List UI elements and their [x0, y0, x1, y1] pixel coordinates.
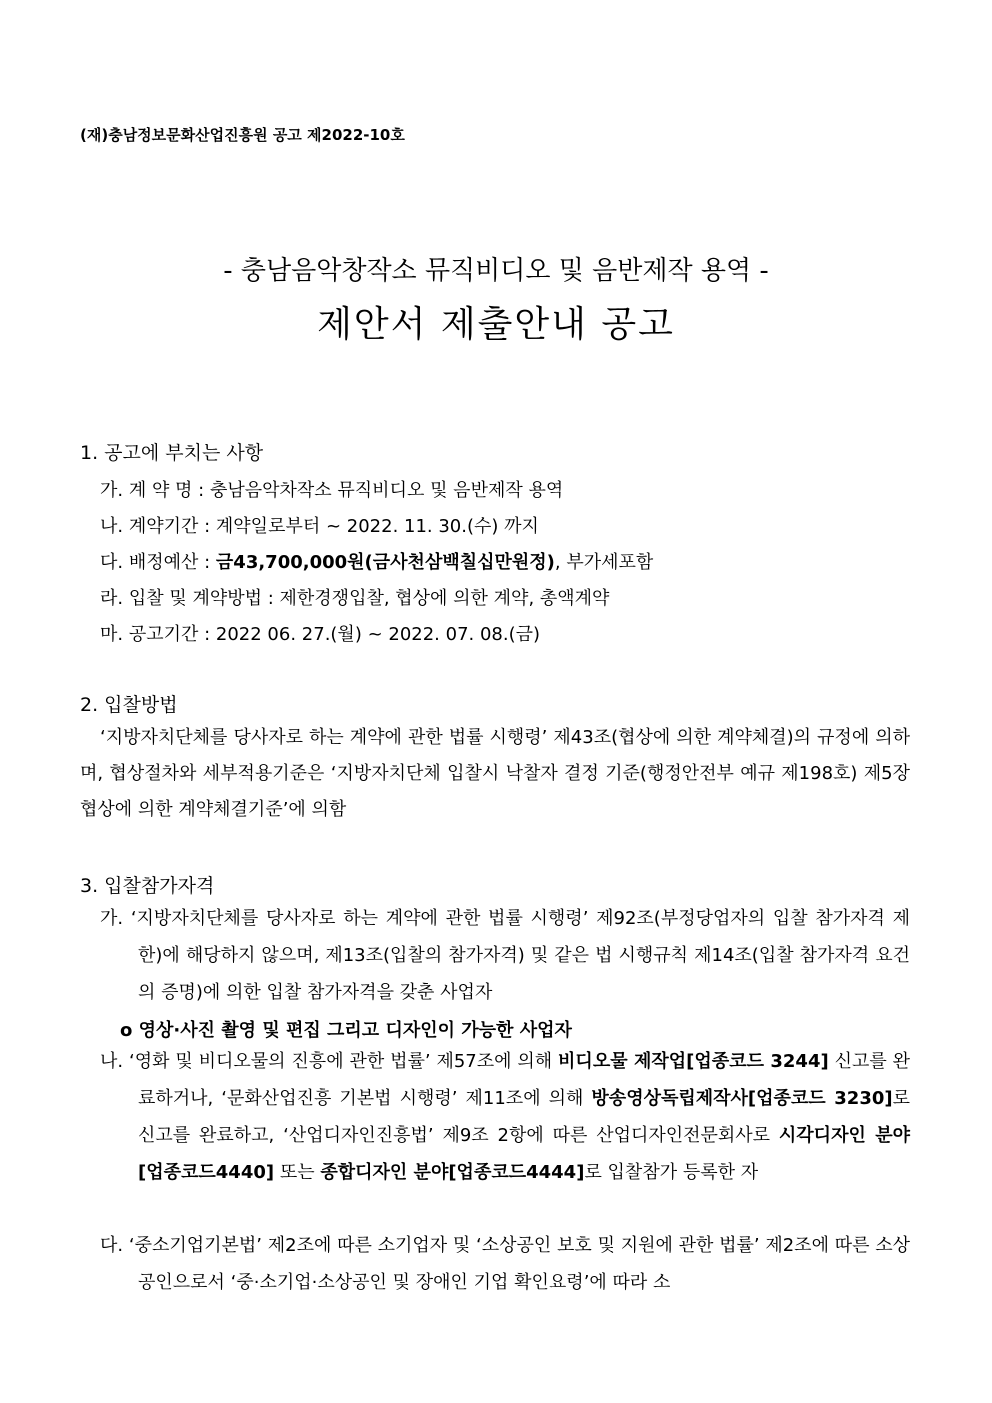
document-subtitle: - 충남음악창작소 뮤직비디오 및 음반제작 용역 -	[223, 256, 769, 286]
section1-item-ma	[100, 620, 540, 646]
section2-heading: 2. 입찰방법	[80, 694, 178, 716]
item-text: 계약일로부터 ~ 2022. 11. 30.(수) 까지	[215, 516, 539, 537]
item-label: 가. 계 약 명	[100, 480, 193, 501]
bold-run: 종합디자인 분야[업종코드4444]	[320, 1162, 585, 1183]
section1-item-da	[100, 548, 653, 574]
item-label: 다. 배정예산	[100, 552, 199, 573]
section3-heading: 3. 입찰참가자격	[80, 875, 215, 897]
item-sep: :	[192, 480, 210, 501]
section3-bullet: o 영상·사진 촬영 및 편집 그리고 디자인이 가능한 사업자	[120, 1020, 572, 1041]
budget-amount: 금43,700,000원(금사천삼백칠십만원정)	[215, 552, 555, 573]
text-run: 로 신고를 완료하고, ‘산업디자인진흥법’ 제9조 2항에 따른 산업디자인전문회사로	[138, 1088, 910, 1146]
item-sep: :	[198, 516, 216, 537]
bold-run: 방송영상독립제작사[업종코드 3230]	[591, 1088, 893, 1109]
section2-body: ‘지방자치단체를 당사자로 하는 계약에 관한 법률 시행령’ 제43조(협상에 의한 계약체결)의 규정에 의하며, 협상절차와 세부적용기준은 ‘지방자치단체 입찰시 낙찰자 결정 기준(행정안전부 예규 제198호) 제5장 협상에 의한 계약체결기준’에 의함	[80, 727, 910, 820]
item-text: 2022 06. 27.(월) ~ 2022. 07. 08.(금)	[215, 624, 541, 645]
section3-item-ga: 가. ‘지방자치단체를 당사자로 하는 계약에 관한 법률 시행령’ 제92조(부정당업자의 입찰 참가자격 제한)에 해당하지 않으며, 제13조(입찰의 참가자격) 및 같은 법 시행규칙 제14조(입찰 참가자격 요건의 증명)에 의한 입찰 참가자격을 갖춘 사업자	[100, 908, 910, 1003]
item-label: 마. 공고기간	[100, 624, 199, 645]
text-run: 나. ‘영화 및 비디오물의 진흥에 관한 법률’ 제57조에 의해	[100, 1051, 559, 1072]
text-run: 로 입찰참가 등록한 자	[584, 1162, 759, 1183]
section1-item-na	[100, 512, 539, 538]
item-sep: :	[198, 624, 216, 645]
item-sep: :	[198, 552, 216, 573]
notice-number: (재)충남정보문화산업진흥원 공고 제2022-10호	[80, 126, 405, 144]
bold-run: 비디오물 제작업[업종코드 3244]	[558, 1051, 829, 1072]
section1-item-ra	[100, 584, 609, 610]
text-run: 또는	[274, 1162, 321, 1183]
section3-item-na	[100, 1043, 910, 1191]
section1-heading: 1. 공고에 부치는 사항	[80, 442, 264, 464]
section3-item-da: 다. ‘중소기업기본법’ 제2조에 따른 소기업자 및 ‘소상공인 보호 및 지원에 관한 법률’ 제2조에 따른 소상공인으로서 ‘중·소기업·소상공인 및 장애인 기업 확인요령’에 따라 소	[100, 1235, 910, 1293]
item-text: 충남음악차작소 뮤직비디오 및 음반제작 용역	[209, 480, 564, 501]
document-title: 제안서 제출안내 공고	[317, 304, 675, 345]
item-sep: :	[262, 588, 280, 609]
bold-run: 시각디자인 분야[업종코드4440]	[138, 1125, 910, 1183]
item-text: , 부가세포함	[554, 552, 654, 573]
item-text: 제한경쟁입찰, 협상에 의한 계약, 총액계약	[279, 588, 610, 609]
section1-item-ga	[100, 476, 563, 502]
item-label: 라. 입찰 및 계약방법	[100, 588, 262, 609]
text-run: 신고를 완료하거나, ‘문화산업진흥 기본법 시행령’ 제11조에 의해	[138, 1051, 910, 1109]
item-label: 나. 계약기간	[100, 516, 199, 537]
